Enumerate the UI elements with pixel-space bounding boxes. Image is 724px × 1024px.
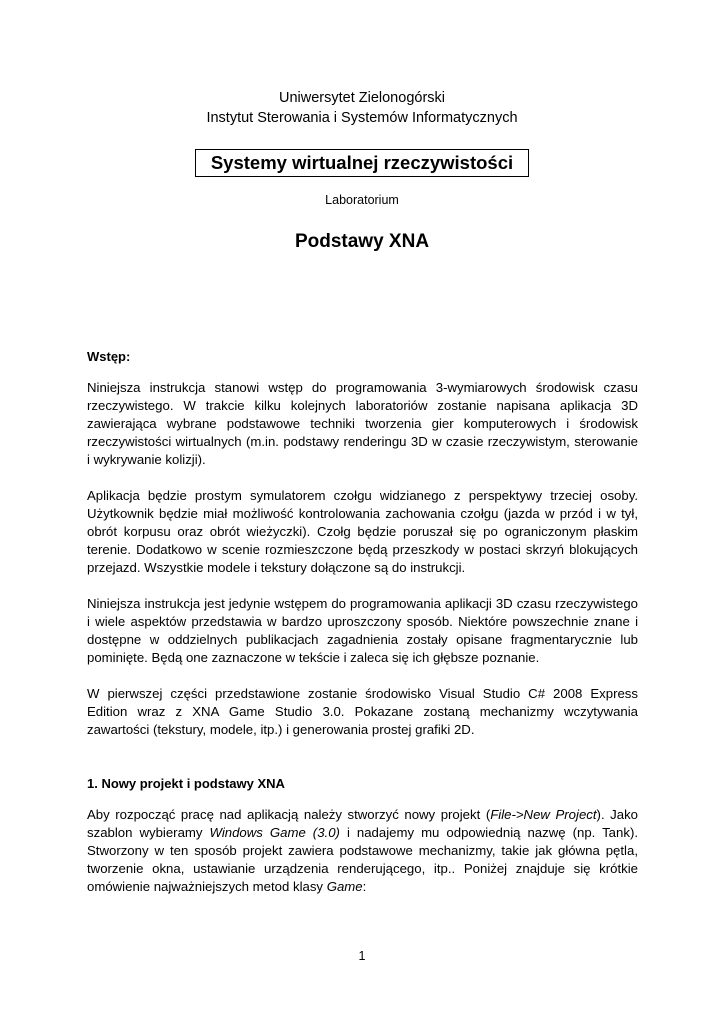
university-name: Uniwersytet Zielonogórski [278,90,445,106]
document-type: Laboratorium [325,193,399,207]
menu-path: File->New Project [490,807,597,822]
intro-paragraph-3: Niniejsza instrukcja jest jedynie wstępem do programowania aplikacji 3D czasu rzeczywistego i wiele aspektów przedstawia w bardzo uproszczony sposób. Niektóre powszechnie znane i dostępne w oddzielnych publikacjach zagadnienia zostały opisane fragmentarycznie lub pominięte. Będą one zaznaczone w tekście i zaleca się ich głębsze poznanie. [87,596,638,665]
text-run: : [362,879,367,894]
intro-paragraph-4: W pierwszej części przedstawione zostanie środowisko Visual Studio C# 2008 Express Edition wraz z XNA Game Studio 3.0. Pokazane zostaną mechanizmy wczytywania zawartości (tekstury, modele, itp.) i generowania prostej grafiki 2D. [87,686,638,737]
page-number: 1 [358,949,366,963]
institute-name: Instytut Sterowania i Systemów Informatycznych [206,110,518,126]
text-run: i nadajemy mu odpowiednią nazwę (np. Tank). Stworzony w ten sposób projekt zawiera podstawowe mechanizmy, takie jak główna pętla, tworzenie okna, ustawianie urządzenia renderującego, itp.. Poniżej znajduje się krótkie omówienie najważniejszych metod klasy [87,825,638,894]
intro-heading: Wstęp: [87,349,131,364]
intro-paragraph-1: Niniejsza instrukcja stanowi wstęp do programowania 3-wymiarowych środowisk czasu rzeczywistego. W trakcie kilku kolejnych laboratoriów zostanie napisana aplikacja 3D zawierająca wybrane podstawowe techniki tworzenia gier komputerowych i środowisk rzeczywistości wirtualnych (m.in. podstawy renderingu 3D w czasie rzeczywistym, sterowanie i wykrywanie kolizji). [87,380,638,467]
class-name: Game [326,879,363,894]
document-body [87,348,638,914]
text-run: Aby rozpocząć pracę nad aplikacją należy stworzyć nowy projekt ( [87,807,491,822]
section-1-heading: 1. Nowy projekt i podstawy XNA [87,776,285,791]
section-1-paragraph [87,806,638,896]
template-name: Windows Game (3.0) [209,825,340,840]
text-run: ). Jako szablon wybieramy [87,807,639,840]
header [0,88,724,128]
intro-paragraph-2: Aplikacja będzie prostym symulatorem czołgu widzianego z perspektywy trzeciej osoby. Użytkownik będzie miał możliwość kontrolowania zachowania czołgu (jazda w przód i w tył, obrót korpusu oraz obrót wieżyczki). Czołg będzie poruszał się po ograniczonym płaskim terenie. Dodatkowo w scenie rozmieszczone będą przeszkody w postaci skrzyń blokujących przejazd. Wszystkie modele i tekstury dołączone są do instrukcji. [87,488,638,575]
document-subject: Podstawy XNA [294,231,430,252]
course-title: Systemy wirtualnej rzeczywistości [195,149,529,177]
